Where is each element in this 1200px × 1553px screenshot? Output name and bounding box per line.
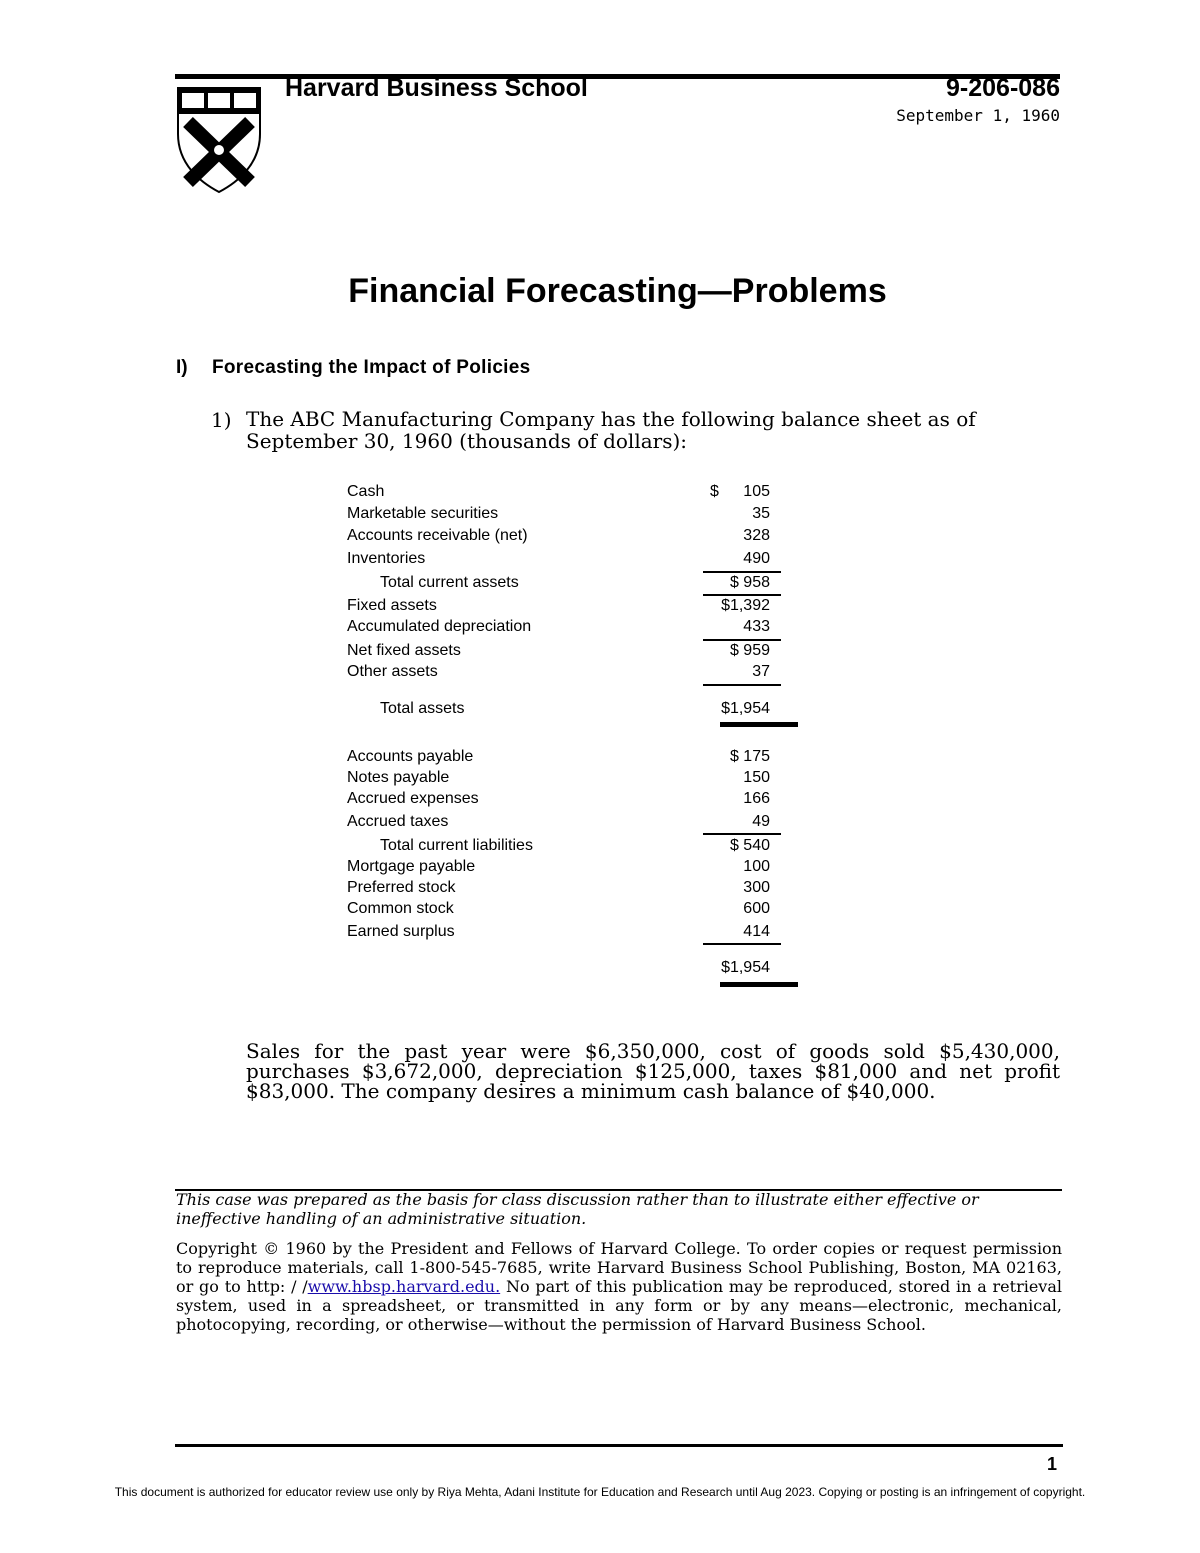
bs-value-preferred-stock: 300: [743, 879, 770, 896]
hbsp-link[interactable]: www.hbsp.harvard.edu.: [307, 1277, 501, 1296]
bs-label-accrued-taxes: Accrued taxes: [347, 813, 449, 830]
bs-label-other-assets: Other assets: [347, 663, 438, 680]
bs-value-mortgage-payable: 100: [743, 858, 770, 875]
bs-value-total-current-liabilities: $ 540: [729, 837, 770, 854]
bs-label-notes-payable: Notes payable: [347, 769, 450, 786]
bs-label-total-current-liabilities: Total current liabilities: [380, 837, 533, 854]
bs-label-net-fixed-assets: Net fixed assets: [347, 642, 461, 659]
harvard-shield-logo: [174, 86, 264, 194]
question-paragraph: Sales for the past year were $6,350,000, cost of goods sold $5,430,000, purchases $3,672,000, depreciation $125,000, taxes $81,000 and net profit $83,000. The company desires a minimum cash balance of $40,000.: [246, 1039, 1060, 1103]
section-title: Forecasting the Impact of Policies: [212, 357, 531, 378]
bs-value-earned-surplus: 414: [743, 923, 770, 940]
case-number: 9-206-086: [946, 74, 1060, 102]
bs-subtotal-rule: [703, 943, 781, 945]
bs-label-common-stock: Common stock: [347, 900, 454, 917]
question-number: 1): [211, 408, 232, 432]
bs-label-mortgage-payable: Mortgage payable: [347, 858, 476, 875]
bs-value-accrued-expenses: 166: [743, 790, 770, 807]
copyright-text: Copyright © 1960 by the President and Fellows of Harvard College. To order copies or request permission to reproduce materials, call 1-800-545-7685, write Harvard Business School Publishing, Boston, MA 02163, or go to http: / /: [176, 1239, 1062, 1296]
authorization-notice: This document is authorized for educator review use only by Riya Mehta, Adani Institute for Education and Research until Aug 2023. Copying or posting is an infringement of copyright.: [114, 1485, 1086, 1499]
footer-rule: [175, 1444, 1063, 1447]
question-text: The ABC Manufacturing Company has the following balance sheet as of September 30, 1960 (thousands of dollars):: [246, 407, 976, 453]
footnote-copyright: [176, 1239, 1062, 1334]
bs-total-double-rule: [720, 982, 798, 987]
bs-value-common-stock: 600: [743, 900, 770, 917]
bs-label-inventories: Inventories: [347, 550, 426, 567]
bs-value-notes-payable: 150: [743, 769, 770, 786]
bs-value-total-current-assets: $ 958: [729, 574, 770, 591]
bs-value-net-fixed-assets: $ 959: [729, 642, 770, 659]
bs-label-cash: Cash: [347, 483, 385, 500]
bs-label-accumulated-depreciation: Accumulated depreciation: [347, 618, 532, 635]
bs-value-cash: 105: [743, 483, 770, 500]
bs-subtotal-rule: [703, 571, 781, 573]
bs-value-total-liabilities: $1,954: [721, 959, 770, 976]
bs-value-fixed-assets: $1,392: [721, 597, 770, 614]
bs-subtotal-rule: [703, 684, 781, 686]
bs-label-marketable-securities: Marketable securities: [347, 505, 499, 522]
bs-label-accounts-payable: Accounts payable: [347, 748, 474, 765]
bs-value-accounts-receivable: 328: [743, 527, 770, 544]
bs-subtotal-rule: [703, 639, 781, 641]
bs-subtotal-rule: [703, 833, 781, 835]
bs-label-total-current-assets: Total current assets: [380, 574, 519, 591]
bs-value-total-assets: $1,954: [721, 700, 770, 717]
footnote-disclaimer: This case was prepared as the basis for class discussion rather than to illustrate either effective or ineffective handling of an administrative situation.: [176, 1190, 979, 1228]
school-name: Harvard Business School: [285, 74, 588, 102]
page-number: 1: [1046, 1454, 1057, 1474]
case-date: September 1, 1960: [896, 106, 1060, 125]
document-title: Financial Forecasting—Problems: [348, 272, 887, 310]
bs-total-double-rule: [720, 722, 798, 727]
bs-currency-cash: $: [710, 483, 719, 500]
bs-label-preferred-stock: Preferred stock: [347, 879, 456, 896]
bs-label-total-assets: Total assets: [380, 700, 465, 717]
copyright-text-continued: No part of this publication may be reproduced, stored in a retrieval system, used in a spreadsheet, or transmitted in any form or by any means—electronic, mechanical, photocopying, recording, or otherwise—without the permission of Harvard Business School.: [176, 1277, 1063, 1334]
bs-value-accumulated-depreciation: 433: [743, 618, 770, 635]
bs-label-fixed-assets: Fixed assets: [347, 597, 437, 614]
bs-value-accrued-taxes: 49: [752, 813, 770, 830]
bs-label-accrued-expenses: Accrued expenses: [347, 790, 479, 807]
section-number: I): [176, 357, 188, 378]
bs-value-inventories: 490: [743, 550, 770, 567]
bs-subtotal-rule: [703, 594, 781, 596]
bs-label-earned-surplus: Earned surplus: [347, 923, 455, 940]
bs-value-accounts-payable: $ 175: [729, 748, 770, 765]
bs-value-marketable-securities: 35: [752, 505, 770, 522]
bs-label-accounts-receivable: Accounts receivable (net): [347, 527, 528, 544]
bs-value-other-assets: 37: [752, 663, 770, 680]
